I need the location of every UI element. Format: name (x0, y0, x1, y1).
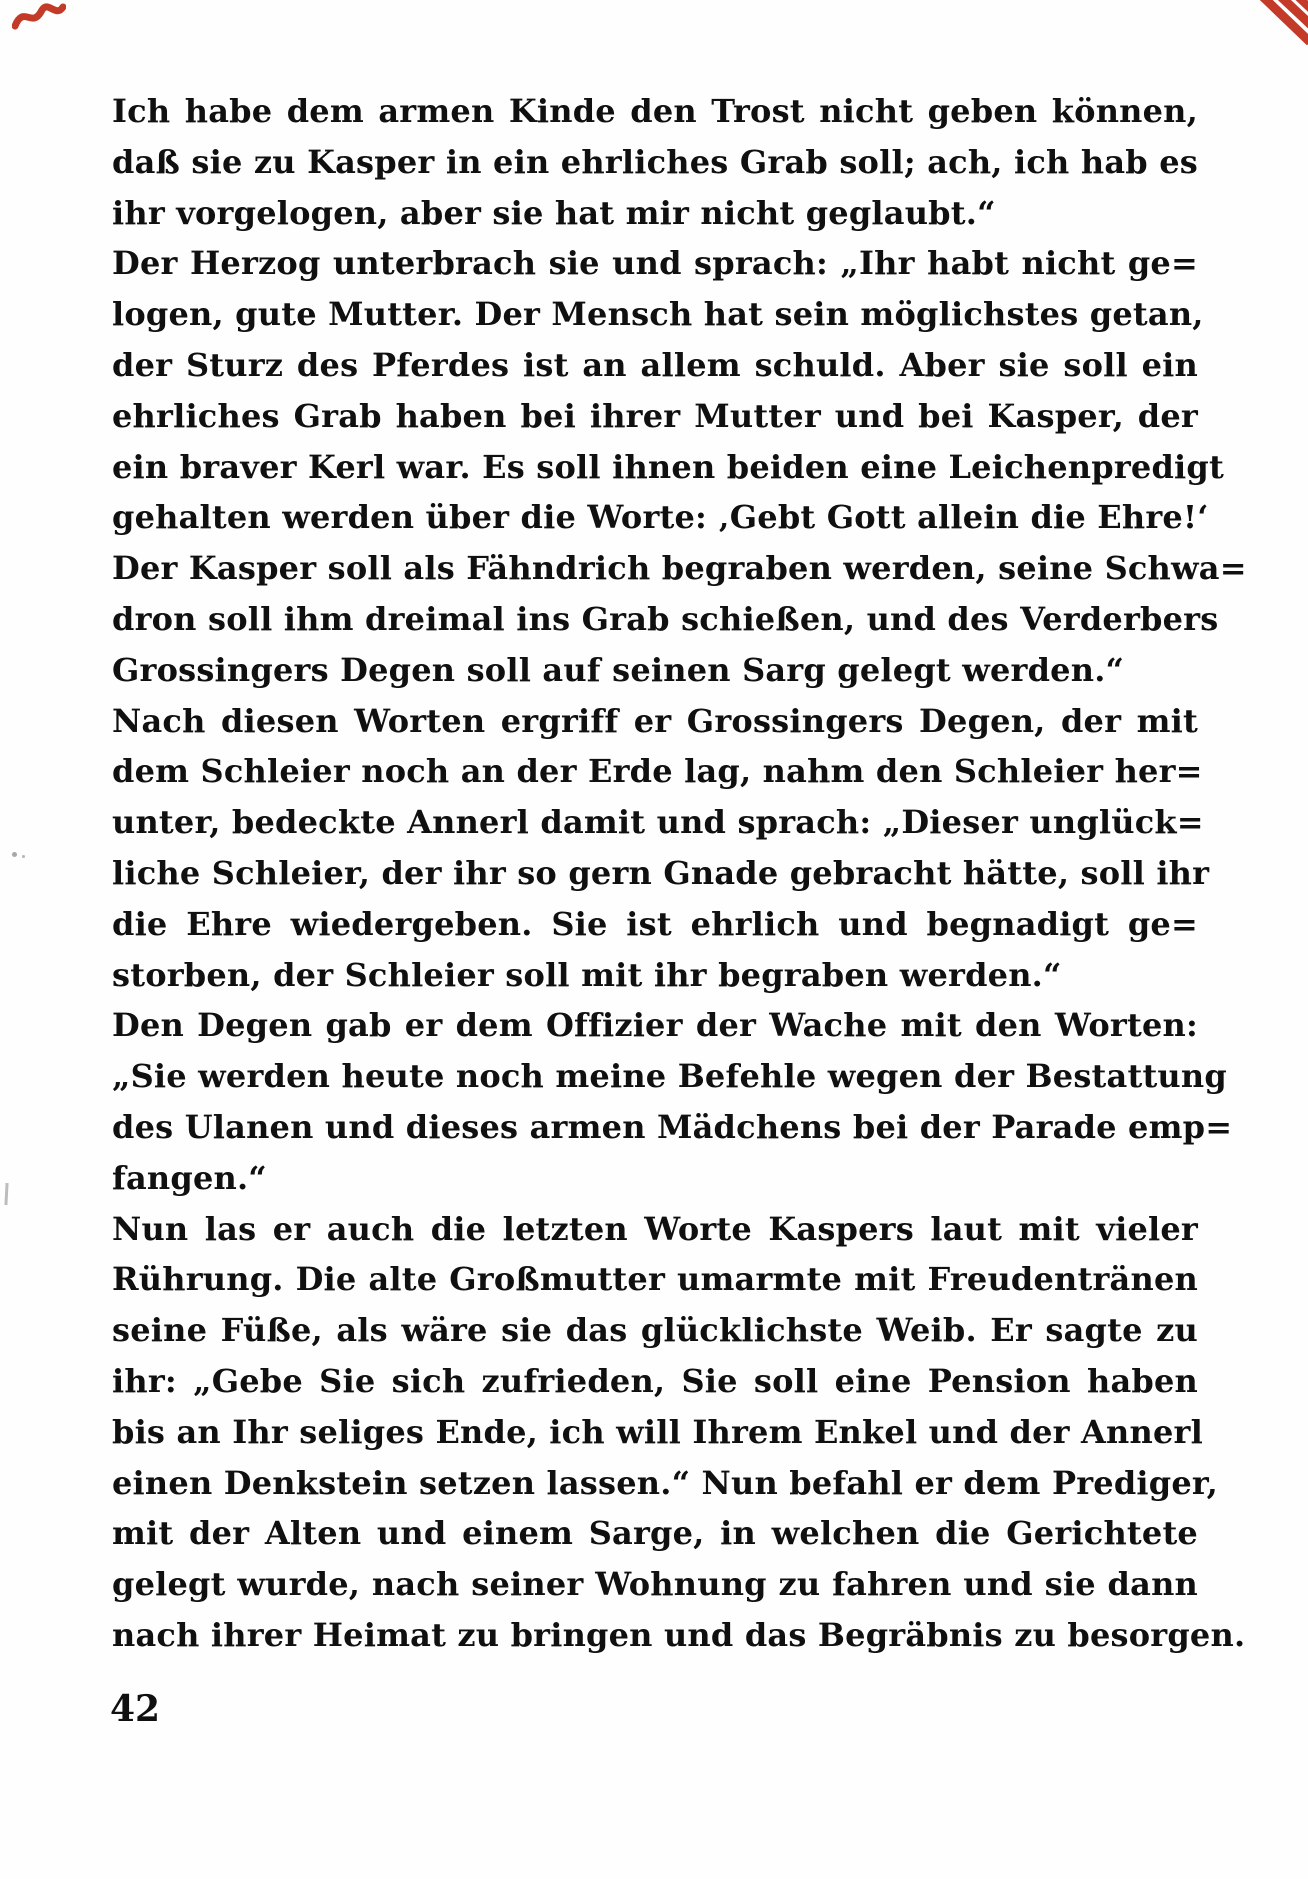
text-line: bis an Ihr seliges Ende, ich will Ihrem Enkel und der Annerl (112, 1412, 1203, 1451)
page-text (112, 86, 1247, 1661)
text-line: Rührung. Die alte Großmutter umarmte mit Freudentränen (112, 1260, 1198, 1299)
red-scan-mark-top-left (12, 0, 66, 36)
text-line: ihr vorgelogen, aber sie hat mir nicht geglaubt.“ (112, 193, 996, 232)
text-line: Der Herzog unterbrach sie und sprach: „Ihr habt nicht ge= (112, 244, 1198, 283)
page-number: 42 (110, 1688, 161, 1730)
text-line: des Ulanen und dieses armen Mädchens bei der Parade emp= (112, 1107, 1233, 1146)
text-line: Der Kasper soll als Fähndrich begraben werden, seine Schwa= (112, 549, 1247, 588)
text-line: liche Schleier, der ihr so gern Gnade gebracht hätte, soll ihr (112, 853, 1210, 892)
text-line: Den Degen gab er dem Offizier der Wache mit den Worten: (112, 1006, 1198, 1045)
text-line: ehrliches Grab haben bei ihrer Mutter und bei Kasper, der (112, 396, 1198, 435)
text-line: logen, gute Mutter. Der Mensch hat sein möglichstes getan, (112, 295, 1204, 334)
text-line: ihr: „Gebe Sie sich zufrieden, Sie soll eine Pension haben (112, 1361, 1198, 1400)
text-line: fangen.“ (112, 1158, 267, 1197)
text-line: Ich habe dem armen Kinde den Trost nicht geben können, (112, 92, 1198, 130)
text-line: dem Schleier noch an der Erde lag, nahm den Schleier her= (112, 752, 1203, 791)
text-line: die Ehre wiedergeben. Sie ist ehrlich und begnadigt ge= (112, 904, 1198, 943)
text-line: Nun las er auch die letzten Worte Kaspers laut mit vieler (112, 1209, 1198, 1248)
scan-speck-dots (12, 852, 17, 857)
text-line: gehalten werden über die Worte: ‚Gebt Gott allein die Ehre!‘ (112, 498, 1209, 537)
text-line: „Sie werden heute noch meine Befehle wegen der Bestattung (112, 1057, 1227, 1096)
text-line: gelegt wurde, nach seiner Wohnung zu fahren und sie dann (112, 1565, 1198, 1604)
text-line: seine Füße, als wäre sie das glücklichste Weib. Er sagte zu (112, 1311, 1198, 1350)
text-line: der Sturz des Pferdes ist an allem schuld. Aber sie soll ein (112, 345, 1198, 384)
text-line: storben, der Schleier soll mit ihr begraben werden.“ (112, 955, 1062, 994)
red-scan-mark-top-right (1232, 0, 1308, 54)
text-line: Nach diesen Worten ergriff er Grossingers Degen, der mit (112, 701, 1198, 740)
text-line: Grossingers Degen soll auf seinen Sarg gelegt werden.“ (112, 650, 1125, 689)
text-line: nach ihrer Heimat zu bringen und das Begräbnis zu besorgen. (112, 1615, 1246, 1654)
text-line: einen Denkstein setzen lassen.“ Nun befahl er dem Prediger, (112, 1463, 1218, 1502)
text-line: unter, bedeckte Annerl damit und sprach: „Dieser unglück= (112, 803, 1204, 842)
text-line: dron soll ihm dreimal ins Grab schießen, und des Verderbers (112, 599, 1219, 638)
text-line: mit der Alten und einem Sarge, in welchen die Gerichtete (112, 1514, 1198, 1553)
text-line: daß sie zu Kasper in ein ehrliches Grab soll; ach, ich hab es (112, 142, 1198, 181)
text-line: ein braver Kerl war. Es soll ihnen beiden eine Leichenpredigt (112, 447, 1224, 486)
scan-speck-dash (4, 1183, 8, 1205)
